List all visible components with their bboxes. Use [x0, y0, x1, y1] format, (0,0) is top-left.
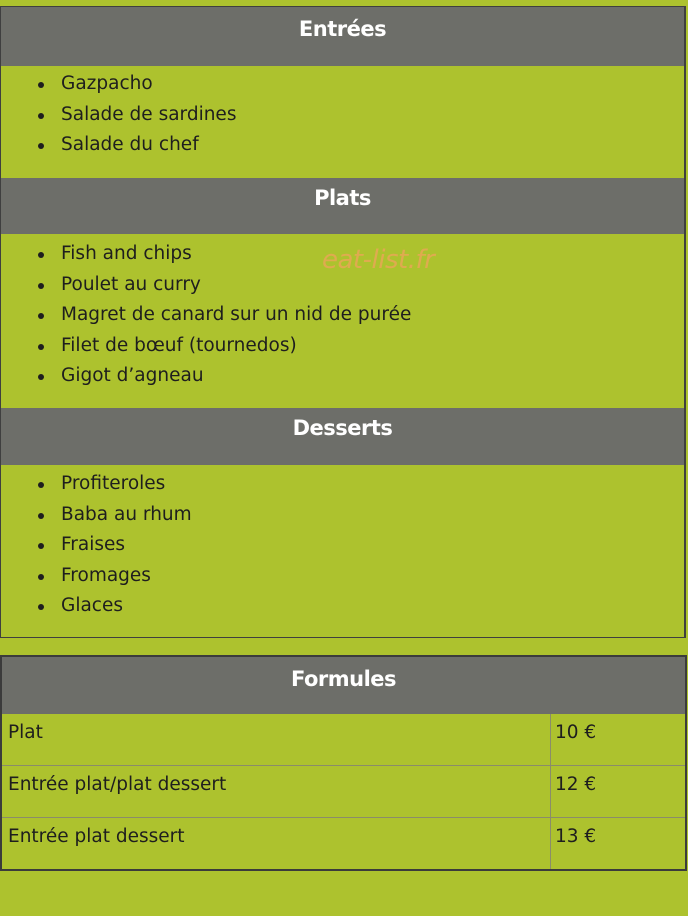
formule-price: 12 €: [555, 774, 597, 795]
list-item: Fish and chips: [61, 239, 411, 270]
section-title: Entrées: [298, 17, 387, 41]
entrees-list: [1, 69, 236, 161]
formule-price: 10 €: [555, 722, 597, 743]
list-item: Glaces: [61, 591, 192, 622]
list-item: Gigot d’agneau: [61, 361, 411, 392]
list-item: Profiteroles: [61, 469, 192, 500]
formule-label: Entrée plat/plat dessert: [8, 774, 227, 795]
section-title: Plats: [314, 186, 371, 210]
table-row: [2, 714, 685, 766]
formule-price: 13 €: [555, 826, 597, 847]
table-row: [2, 818, 685, 870]
formule-label: Entrée plat dessert: [8, 826, 185, 847]
list-item: Fraises: [61, 530, 192, 561]
section-header-desserts: [1, 408, 684, 465]
list-item: Salade du chef: [61, 130, 236, 161]
formules-table: [0, 655, 687, 871]
section-header-entrees: [1, 7, 684, 66]
desserts-list: [1, 469, 192, 622]
section-header-plats: [1, 178, 684, 234]
list-item: Fromages: [61, 561, 192, 592]
formules-header: [2, 657, 685, 714]
column-divider: [550, 714, 551, 869]
list-item: Salade de sardines: [61, 100, 236, 131]
list-item: Baba au rhum: [61, 500, 192, 531]
formules-title: Formules: [290, 667, 397, 691]
menu-table: [0, 6, 686, 638]
table-row: [2, 766, 685, 818]
list-item: Poulet au curry: [61, 270, 411, 301]
watermark: eat-list.fr: [322, 245, 435, 275]
section-title: Desserts: [292, 416, 393, 440]
formule-label: Plat: [8, 722, 43, 743]
list-item: Filet de bœuf (tournedos): [61, 331, 411, 362]
list-item: Gazpacho: [61, 69, 236, 100]
list-item: Magret de canard sur un nid de purée: [61, 300, 411, 331]
